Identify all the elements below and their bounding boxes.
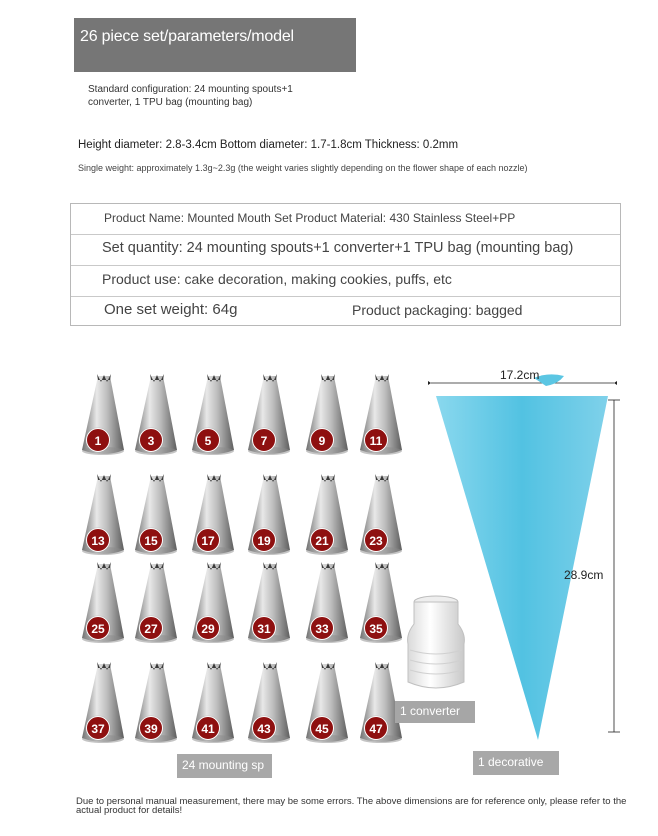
- nozzle-number-badge: 43: [252, 716, 276, 740]
- spouts-label: 24 mounting sp: [177, 754, 272, 778]
- nozzle-number-badge: 11: [364, 428, 388, 452]
- nozzle-item: [302, 372, 354, 458]
- nozzle-number-badge: 47: [364, 716, 388, 740]
- nozzle-item: [356, 472, 408, 558]
- nozzle-number-badge: 13: [86, 528, 110, 552]
- nozzle-item: [244, 660, 296, 746]
- nozzle-number-badge: 29: [196, 616, 220, 640]
- nozzle-item: [302, 472, 354, 558]
- spec-row-use: Product use: cake decoration, making cookies, puffs, etc: [102, 271, 452, 287]
- spec-row-packaging: Product packaging: bagged: [352, 302, 523, 318]
- nozzle-item: [78, 372, 130, 458]
- dimensions-text: Height diameter: 2.8-3.4cm Bottom diameter: 1.7-1.8cm Thickness: 0.2mm: [78, 139, 459, 151]
- nozzle-number-badge: 21: [310, 528, 334, 552]
- nozzle-item: [78, 660, 130, 746]
- bag-label: 1 decorative: [473, 751, 559, 775]
- single-weight-note: Single weight: approximately 1.3g~2.3g (the weight varies slightly depending on the flower shape of each nozzle): [78, 163, 528, 173]
- converter-label: 1 converter: [395, 701, 475, 723]
- bag-width-label: 17.2cm: [500, 368, 540, 382]
- spec-row-weight: One set weight: 64g: [104, 301, 238, 318]
- nozzle-item: [244, 560, 296, 646]
- nozzle-number-badge: 45: [310, 716, 334, 740]
- bag-height-label: 28.9cm: [564, 568, 604, 582]
- nozzle-number-badge: 23: [364, 528, 388, 552]
- title-banner: 26 piece set/parameters/model: [74, 18, 356, 72]
- nozzle-number-badge: 15: [139, 528, 163, 552]
- nozzle-number-badge: 19: [252, 528, 276, 552]
- nozzle-number-badge: 9: [310, 428, 334, 452]
- nozzle-number-badge: 5: [196, 428, 220, 452]
- nozzle-number-badge: 1: [86, 428, 110, 452]
- nozzle-number-badge: 17: [196, 528, 220, 552]
- nozzle-item: [244, 372, 296, 458]
- piping-bag-image: [428, 370, 650, 750]
- nozzle-item: [131, 372, 183, 458]
- nozzle-item: [188, 660, 240, 746]
- nozzle-number-badge: 39: [139, 716, 163, 740]
- nozzle-item: [188, 472, 240, 558]
- nozzle-item: [356, 372, 408, 458]
- nozzle-number-badge: 35: [364, 616, 388, 640]
- standard-configuration: Standard configuration: 24 mounting spouts+1 converter, 1 TPU bag (mounting bag): [88, 84, 293, 108]
- nozzle-number-badge: 25: [86, 616, 110, 640]
- nozzle-item: [78, 560, 130, 646]
- spec-row-name-material: Product Name: Mounted Mouth Set Product Material: 430 Stainless Steel+PP: [71, 204, 620, 235]
- nozzle-number-badge: 31: [252, 616, 276, 640]
- nozzle-item: [131, 472, 183, 558]
- spec-row-quantity: Set quantity: 24 mounting spouts+1 converter+1 TPU bag (mounting bag): [102, 240, 574, 256]
- nozzle-item: [302, 560, 354, 646]
- nozzle-number-badge: 27: [139, 616, 163, 640]
- spec-divider: [71, 296, 620, 297]
- nozzle-number-badge: 41: [196, 716, 220, 740]
- nozzle-number-badge: 7: [252, 428, 276, 452]
- nozzle-number-badge: 3: [139, 428, 163, 452]
- nozzle-item: [188, 560, 240, 646]
- nozzle-item: [302, 660, 354, 746]
- spec-table: [70, 203, 621, 326]
- nozzle-item: [188, 372, 240, 458]
- nozzle-item: [78, 472, 130, 558]
- nozzle-number-badge: 37: [86, 716, 110, 740]
- nozzle-item: [244, 472, 296, 558]
- nozzle-item: [131, 660, 183, 746]
- footer-disclaimer: Due to personal manual measurement, there may be some errors. The above dimensions are for reference only, please refer to the actual product for details!: [76, 796, 627, 816]
- nozzle-number-badge: 33: [310, 616, 334, 640]
- nozzle-item: [356, 560, 408, 646]
- nozzle-item: [131, 560, 183, 646]
